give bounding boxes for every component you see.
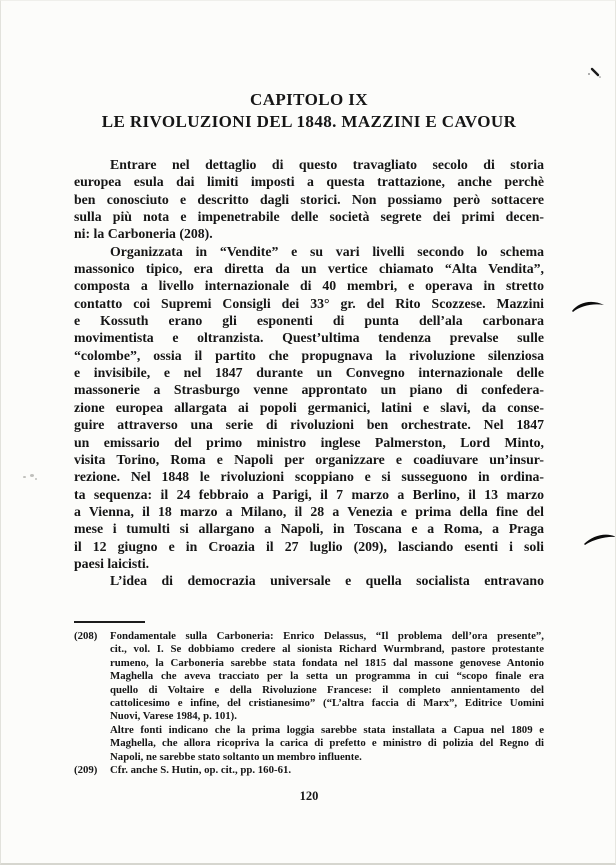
page-number: 120 <box>299 789 319 803</box>
footnote-text: Cfr. anche S. Hutin, op. cit., pp. 160-61. <box>110 763 292 776</box>
footnote-line: quello di Voltaire e della Rivoluzione Francese: il completo annientamento del <box>110 683 544 696</box>
chapter-heading <box>74 89 544 132</box>
footnote-line: Maghella che aveva tracciato per la setta un programma in cui “scopo finale era <box>110 670 544 683</box>
text-line: massonerie a Strasburgo venne approntato un piano di confedera- <box>74 382 544 398</box>
text-line: composta a livello internazionale di 40 membri, e operava in stretto <box>74 278 544 294</box>
text-line: a Vienna, il 18 marzo a Milano, il 28 a Venezia e prima della fine del <box>74 503 544 519</box>
text-line: visita Torino, Roma e Napoli per organizzare e coadiuvare un’insur- <box>74 451 544 467</box>
paragraph <box>74 572 544 589</box>
pen-tick-mark <box>587 65 603 81</box>
text-line: un emissario del primo ministro inglese Palmerston, Lord Minto, <box>74 434 544 450</box>
text-line: massonico tipico, era diretta da un vertice chiamato “Alta Vendita”, <box>74 261 544 277</box>
footnote-label: (208) <box>74 630 98 642</box>
footnote-line: Napoli, ne sarebbe stato soltanto un membro influente. <box>110 750 362 763</box>
text-line: L’idea di democrazia universale e quella socialista entravano <box>110 573 544 589</box>
footnote-line: Maghella, che allora ricopriva la carica di prefetto e ministro di polizia del Regno di <box>110 737 544 750</box>
footnote-209 <box>74 764 544 777</box>
footnote-label: (209) <box>74 763 98 776</box>
text-line: ni: la Carboneria (208). <box>74 226 213 242</box>
text-line: sulla più nota e impenetrabile delle società segrete dei primi decen- <box>74 209 544 225</box>
text-line: e Kossuth erano gli esponenti di punta dell’ala carbonara <box>74 313 544 329</box>
footnote-line <box>74 630 544 643</box>
footnote-line: cit., vol. I. Se dobbiamo credere al sionista Richard Wurmbrand, pastore protestante <box>110 643 544 656</box>
footnote-separator-rule <box>74 621 145 623</box>
paragraph <box>74 156 544 243</box>
footnotes <box>74 630 544 777</box>
text-line: e invisibile, e nel 1847 durante un Convegno internazionale delle <box>74 365 544 381</box>
text-line: paesi laicisti. <box>74 555 150 571</box>
text-line: Organizzata in “Vendite” e su vari livelli secondo lo schema <box>110 243 544 259</box>
footnote-208 <box>74 630 544 764</box>
footnote-line: rumeno, la Carboneria sarebbe stata fondata nel 1815 dal massone genovese Antonio <box>110 656 544 669</box>
text-line: europea esula dai limiti imposti a questa trattazione, anche perchè <box>74 174 544 190</box>
text-line: ta sequenza: il 24 febbraio a Parigi, il 7 marzo a Berlino, il 13 marzo <box>74 486 544 502</box>
paragraph <box>74 243 544 573</box>
footnote-line: cattolicesimo e infine, del cristianesimo” (“L’altra faccia di Marx”, Editrice Uomini <box>110 696 544 709</box>
pen-swoosh-mark-2 <box>584 530 616 548</box>
text-line: guire attraverso una serie di rivoluzioni ben orchestrate. Nel 1847 <box>74 417 544 433</box>
footnote-line <box>74 764 544 777</box>
text-line: Entrare nel dettaglio di questo travagliato secolo di storia <box>110 157 544 172</box>
smudge-mark <box>23 473 37 481</box>
footnote-text: Fondamentale sulla Carboneria: Enrico Delassus, “Il problema dell’ora presente”, <box>110 630 544 642</box>
text-line: rezione. Nel 1848 le rivoluzioni scoppiano e si susseguono in ordina- <box>74 469 544 485</box>
pen-swoosh-mark-1 <box>571 299 605 315</box>
text-line: il 12 giugno e in Croazia il 27 luglio (209), lasciando esenti i soli <box>74 538 544 554</box>
text-line: zione europea allargata ai popoli germanici, latini e slavi, da conse- <box>74 399 544 415</box>
footnote-line: Nuovi, Varese 1984, p. 101). <box>110 710 237 723</box>
body-text <box>74 156 544 590</box>
footnote-line: Altre fonti indicano che la prima loggia sarebbe stata installata a Capua nel 1809 e <box>110 723 544 736</box>
chapter-number: CAPITOLO IX <box>250 90 368 109</box>
text-line: mese i tumulti si allargano a Napoli, in Toscana e a Roma, a Praga <box>74 521 544 537</box>
chapter-title: LE RIVOLUZIONI DEL 1848. MAZZINI E CAVOUR <box>101 111 517 131</box>
text-line: movimentista e oltranzista. Quest’ultima tendenza prevalse sulle <box>74 330 544 346</box>
text-line: ben conosciuto e descritto dagli storici. Non possiamo però sottacere <box>74 191 544 207</box>
text-line: “colombe”, ossia il partito che propugnava la rivoluzione silenziosa <box>74 347 544 363</box>
text-line: contatto coi Supremi Consigli dei 33° gr. del Rito Scozzese. Mazzini <box>74 295 544 311</box>
